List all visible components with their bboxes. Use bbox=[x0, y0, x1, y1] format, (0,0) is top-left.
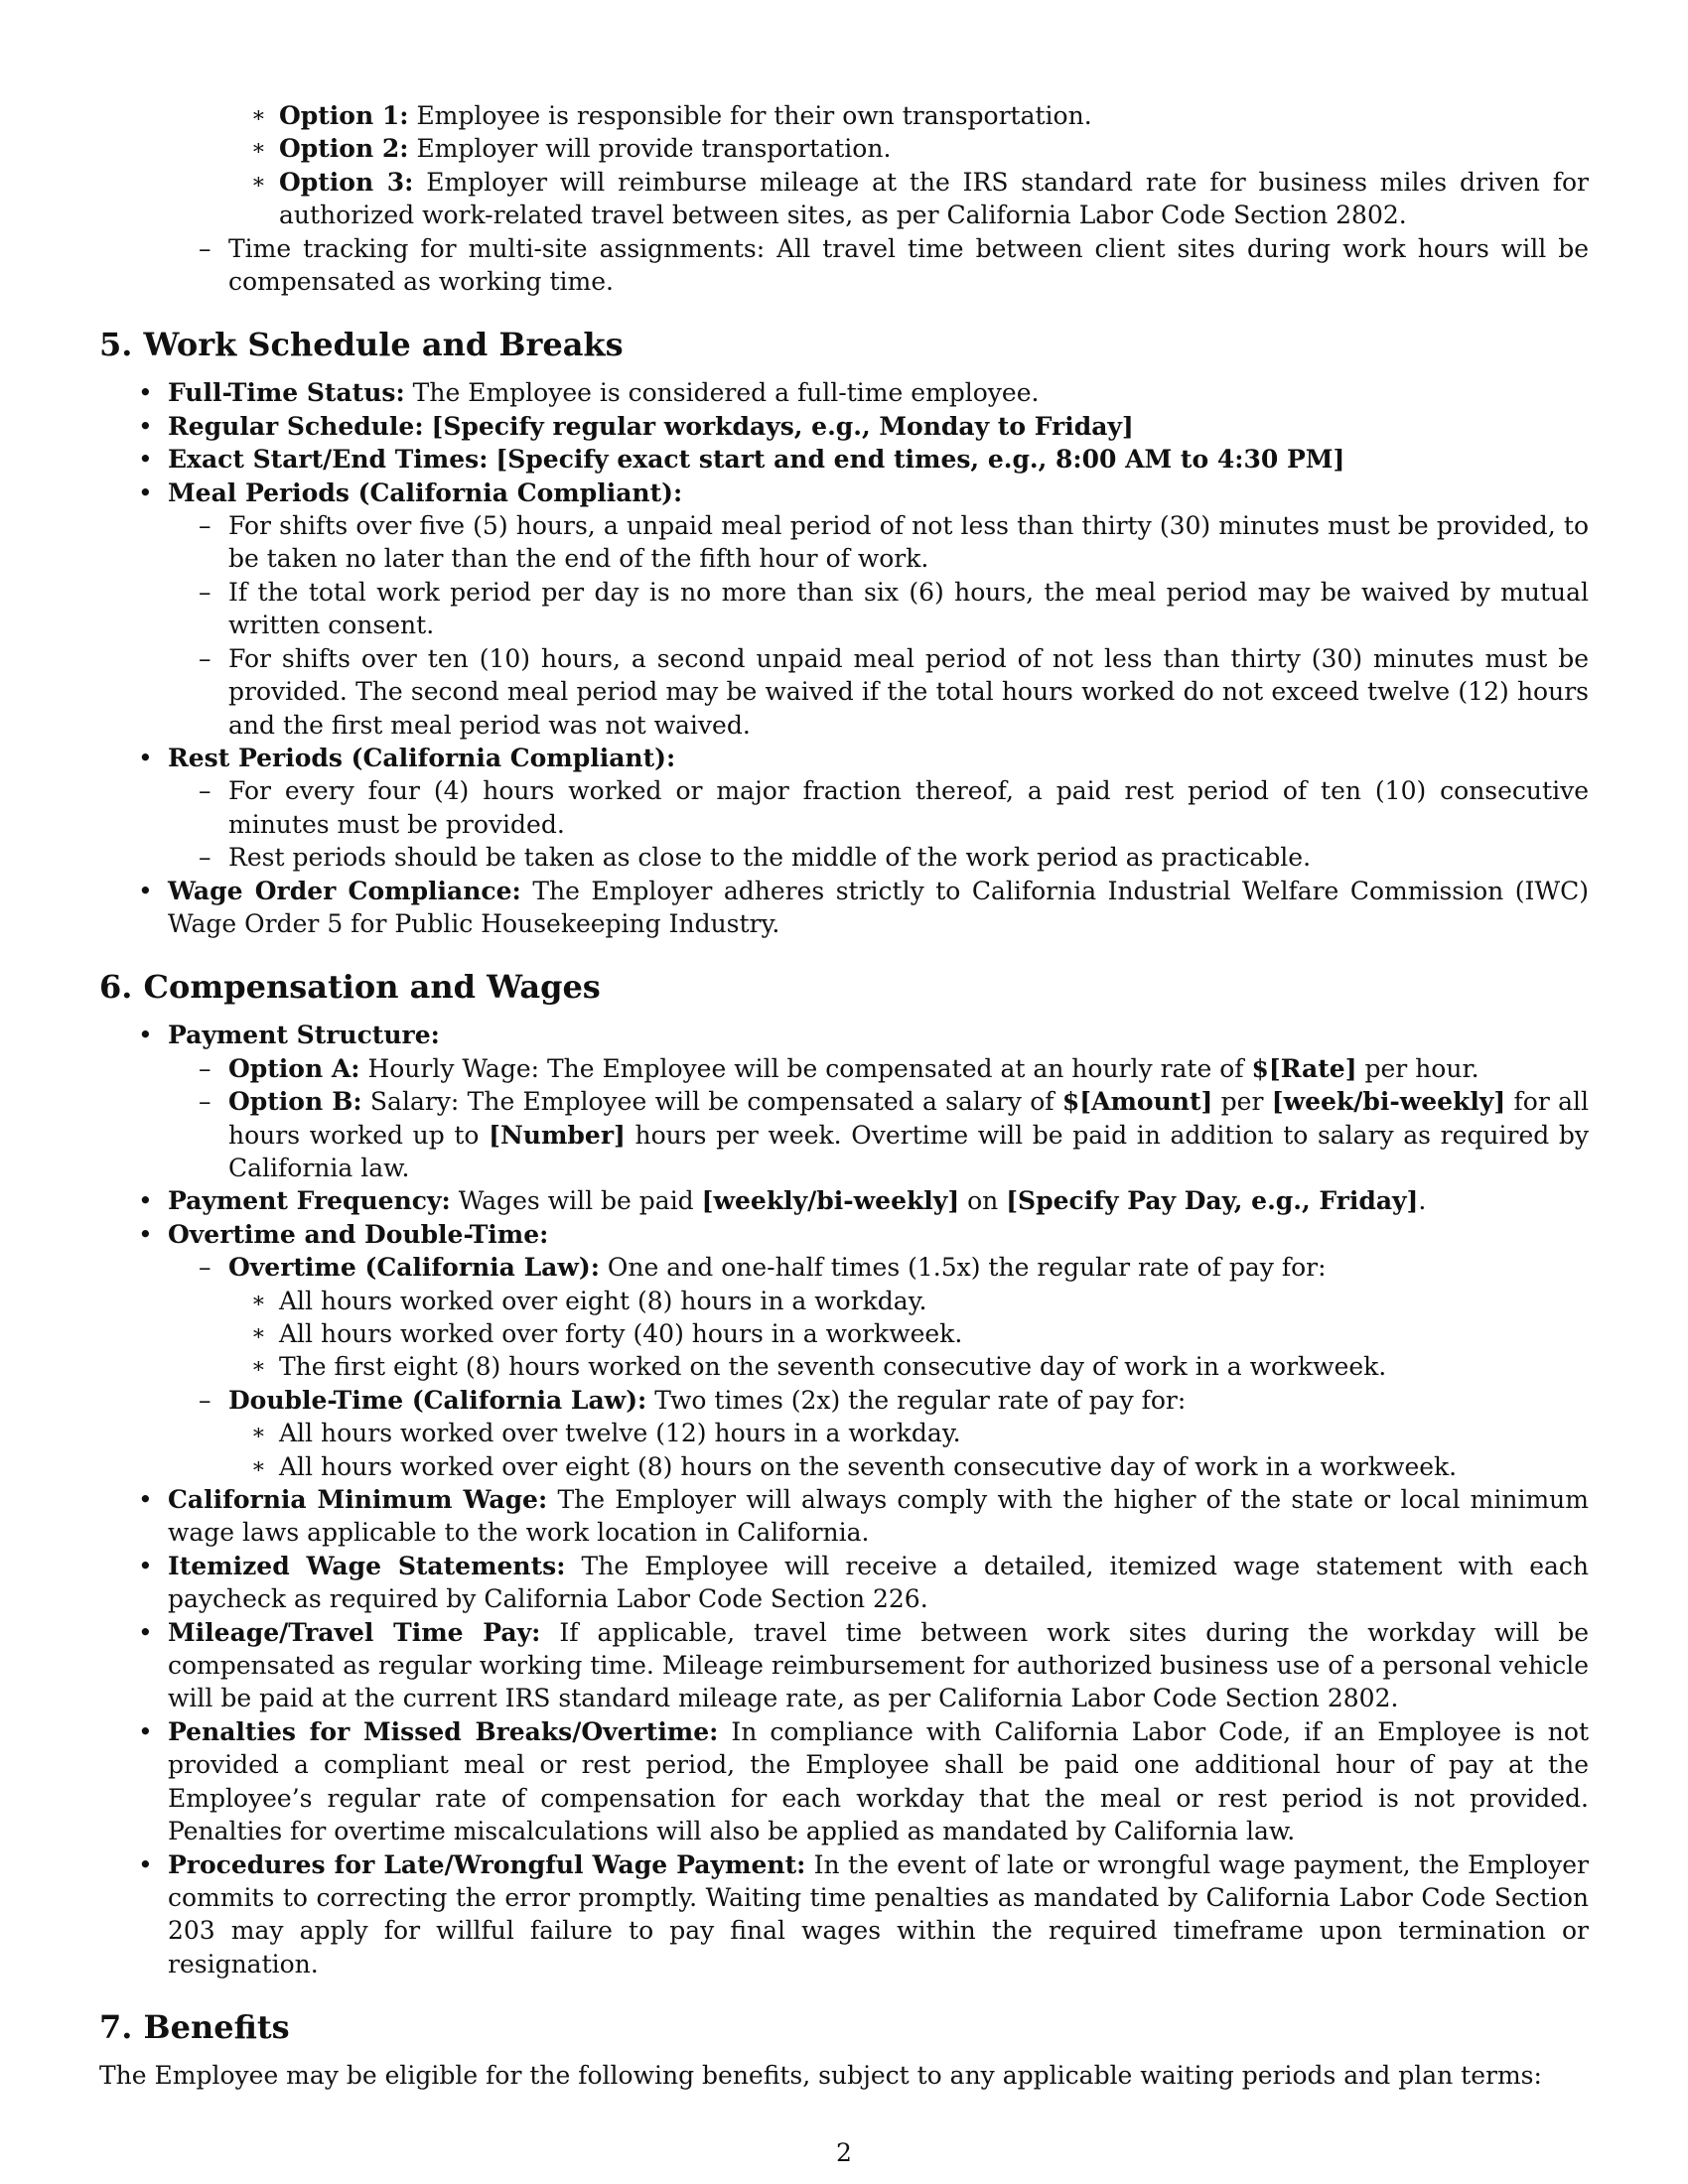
item-label: California Minimum Wage: bbox=[168, 1485, 548, 1515]
item-label: Payment Structure: bbox=[168, 1021, 440, 1050]
item-label: Penalties for Missed Breaks/Overtime: bbox=[168, 1716, 719, 1746]
bullet-marker: • bbox=[138, 1551, 153, 1580]
item-label: Mileage/Travel Time Pay: bbox=[168, 1617, 541, 1647]
item-label: Procedures for Late/Wrongful Wage Payment: bbox=[168, 1849, 806, 1879]
placeholder-value: [Number] bbox=[489, 1120, 626, 1150]
bullet-marker: • bbox=[138, 1485, 153, 1515]
bullet-marker: • bbox=[138, 1617, 153, 1647]
star-marker: ∗ bbox=[251, 136, 266, 162]
bullet-marker: • bbox=[138, 445, 153, 475]
list-item bbox=[99, 1317, 1589, 1350]
list-item bbox=[99, 1616, 1589, 1715]
bullet-marker: • bbox=[138, 478, 153, 507]
item-text: All hours worked over twelve (12) hours in a workday. bbox=[279, 1419, 961, 1448]
star-marker: ∗ bbox=[251, 1421, 266, 1446]
page-number: 2 bbox=[836, 2138, 852, 2167]
item-text: The first eight (8) hours worked on the seventh consecutive day of work in a workweek. bbox=[279, 1352, 1387, 1382]
item-text: The Employer adheres strictly to California Industrial Welfare Commission (IWC) Wage Order 5 for Public Housekeeping Industry. bbox=[168, 876, 1589, 938]
dash-marker: – bbox=[199, 511, 211, 541]
item-text: All hours worked over eight (8) hours in a workday. bbox=[279, 1286, 927, 1315]
item-label: Double-Time (California Law): bbox=[228, 1385, 647, 1415]
item-label: Option 1: bbox=[279, 101, 409, 130]
item-text: In the event of late or wrongful wage payment, the Employer commits to correcting the error promptly. Waiting time penalties as mandated by California Labor Code Section 203 may apply for willful failure to pay final wages within the required timeframe upon termination or resignation. bbox=[168, 1849, 1589, 1979]
item-text: All hours worked over forty (40) hours in a workweek. bbox=[279, 1319, 963, 1348]
item-text: The Employee is considered a full-time employee. bbox=[412, 378, 1040, 408]
list-item bbox=[99, 1848, 1589, 1981]
section-heading: 5. Work Schedule and Breaks bbox=[99, 326, 624, 364]
item-label: Full-Time Status: bbox=[168, 378, 405, 408]
item-text: For shifts over ten (10) hours, a second unpaid meal period of not less than thirty (30) minutes must be provided. The second meal period may be waived if the total hours worked do not exceed twelve (12) hours and the first meal period was not waived. bbox=[228, 643, 1589, 740]
list-item bbox=[99, 1450, 1589, 1483]
item-label: Payment Frequency: bbox=[168, 1186, 451, 1216]
star-marker: ∗ bbox=[251, 1288, 266, 1313]
dash-marker: – bbox=[199, 1385, 211, 1415]
item-label: Itemized Wage Statements: bbox=[168, 1551, 566, 1580]
list-item bbox=[99, 1019, 1589, 1051]
list-item bbox=[99, 841, 1589, 874]
bullet-marker: • bbox=[138, 1021, 153, 1050]
placeholder-value: [Specify regular workdays, e.g., Monday to Friday] bbox=[431, 411, 1134, 441]
dash-marker: – bbox=[199, 1053, 211, 1083]
star-marker: ∗ bbox=[251, 103, 266, 128]
star-marker: ∗ bbox=[251, 1321, 266, 1346]
item-label: Overtime and Double-Time: bbox=[168, 1219, 549, 1249]
list-item bbox=[99, 774, 1589, 841]
item-text: Two times (2x) the regular rate of pay for: bbox=[654, 1385, 1187, 1415]
item-text: The Employee will receive a detailed, itemized wage statement with each paycheck as required by California Labor Code Section 226. bbox=[168, 1551, 1590, 1614]
paragraph: The Employee may be eligible for the following benefits, subject to any applicable waiting periods and plan terms: bbox=[99, 2061, 1542, 2091]
list-item bbox=[99, 1218, 1589, 1251]
list-item bbox=[99, 99, 1589, 132]
list-item bbox=[99, 1085, 1589, 1184]
star-marker: ∗ bbox=[251, 1354, 266, 1380]
item-text: If applicable, travel time between work sites during the workday will be compensated as regular working time. Mileage reimbursement for authorized business use of a personal vehicle will be paid at the current IRS standard mileage rate, as per California Labor Code Section 2802. bbox=[168, 1617, 1590, 1713]
dash-marker: – bbox=[199, 1253, 211, 1283]
item-text: Rest periods should be taken as close to the middle of the work period as practicable. bbox=[228, 843, 1312, 873]
placeholder-value: [weekly/bi-weekly] bbox=[701, 1186, 960, 1216]
item-text: hours per week. Overtime will be paid in addition to salary as required by California law. bbox=[228, 1120, 1589, 1182]
bullet-marker: • bbox=[138, 411, 153, 441]
list-item bbox=[99, 1384, 1589, 1417]
item-label: Option B: bbox=[228, 1087, 362, 1117]
list-item bbox=[99, 875, 1589, 941]
item-label: Meal Periods (California Compliant): bbox=[168, 478, 683, 507]
dash-marker: – bbox=[199, 643, 211, 673]
list-item bbox=[99, 642, 1589, 742]
list-item bbox=[99, 443, 1589, 476]
bullet-marker: • bbox=[138, 876, 153, 905]
list-item bbox=[99, 1285, 1589, 1317]
bullet-marker: • bbox=[138, 1186, 153, 1216]
placeholder-value: $[Rate] bbox=[1251, 1053, 1357, 1083]
item-text: on bbox=[967, 1186, 999, 1216]
item-text: If the total work period per day is no more than six (6) hours, the meal period may be waived by mutual written consent. bbox=[228, 577, 1589, 640]
list-item bbox=[99, 1550, 1589, 1616]
item-text: Wages will be paid bbox=[458, 1186, 694, 1216]
item-label: Wage Order Compliance: bbox=[168, 876, 521, 905]
list-item bbox=[99, 1184, 1589, 1217]
placeholder-value: [Specify Pay Day, e.g., Friday] bbox=[1006, 1186, 1419, 1216]
item-text: Time tracking for multi-site assignments: All travel time between client sites during work hours will be compensated as working time. bbox=[228, 233, 1589, 297]
item-text: Salary: The Employee will be compensated a salary of bbox=[369, 1087, 1055, 1117]
placeholder-value: [week/bi-weekly] bbox=[1271, 1087, 1506, 1117]
list-item bbox=[99, 1052, 1589, 1085]
dash-marker: – bbox=[199, 577, 211, 607]
item-text: Hourly Wage: The Employee will be compensated at an hourly rate of bbox=[367, 1053, 1244, 1083]
item-label: Rest Periods (California Compliant): bbox=[168, 743, 676, 772]
list-item bbox=[99, 1350, 1589, 1383]
item-text: Employee is responsible for their own transportation. bbox=[416, 101, 1092, 130]
list-item bbox=[99, 1483, 1589, 1550]
document-page bbox=[99, 99, 1589, 2093]
item-text: Employer will reimburse mileage at the IRS standard rate for business miles driven for authorized work-related travel between sites, as per California Labor Code Section 2802. bbox=[279, 167, 1589, 230]
bullet-marker: • bbox=[138, 743, 153, 772]
placeholder-value: $[Amount] bbox=[1061, 1087, 1213, 1117]
section-heading: 6. Compensation and Wages bbox=[99, 968, 601, 1007]
list-item bbox=[99, 376, 1589, 409]
item-text: For shifts over five (5) hours, a unpaid meal period of not less than thirty (30) minutes must be provided, to be taken no later than the end of the fifth hour of work. bbox=[228, 511, 1589, 574]
item-label: Option 2: bbox=[279, 134, 409, 164]
dash-marker: – bbox=[199, 233, 211, 263]
item-label: Option 3: bbox=[279, 167, 414, 197]
list-item bbox=[99, 410, 1589, 443]
bullet-marker: • bbox=[138, 1219, 153, 1249]
item-text: In compliance with California Labor Code, if an Employee is not provided a compliant meal or rest period, the Employee shall be paid one additional hour of pay at the Employee’s regular rate of compensation for each workday that the meal or rest period is not provided. Penalties for overtime miscalculations will also be applied as mandated by California law. bbox=[168, 1716, 1589, 1846]
list-item bbox=[99, 1417, 1589, 1449]
item-text: per hour. bbox=[1364, 1053, 1479, 1083]
list-item bbox=[99, 166, 1589, 232]
bullet-marker: • bbox=[138, 1716, 153, 1746]
dash-marker: – bbox=[199, 1087, 211, 1117]
list-item bbox=[99, 1251, 1589, 1284]
list-item bbox=[99, 1715, 1589, 1848]
item-label: Overtime (California Law): bbox=[228, 1253, 600, 1283]
item-text: One and one-half times (1.5x) the regular rate of pay for: bbox=[607, 1253, 1327, 1283]
item-text: . bbox=[1418, 1186, 1427, 1216]
list-item bbox=[99, 477, 1589, 509]
item-text: for all hours worked up to bbox=[228, 1087, 1590, 1150]
bullet-marker: • bbox=[138, 1849, 153, 1879]
star-marker: ∗ bbox=[251, 1453, 266, 1479]
list-item bbox=[99, 576, 1589, 642]
item-label: Regular Schedule: bbox=[168, 411, 424, 441]
dash-marker: – bbox=[199, 776, 211, 806]
list-item bbox=[99, 742, 1589, 774]
item-text: The Employer will always comply with the higher of the state or local minimum wage laws applicable to the work location in California. bbox=[168, 1485, 1589, 1548]
item-text: per bbox=[1220, 1087, 1264, 1117]
item-label: Option A: bbox=[228, 1053, 360, 1083]
star-marker: ∗ bbox=[251, 169, 266, 195]
list-item bbox=[99, 132, 1589, 165]
item-text: For every four (4) hours worked or major fraction thereof, a paid rest period of ten (10) consecutive minutes must be provided. bbox=[228, 776, 1589, 839]
item-label: Exact Start/End Times: bbox=[168, 445, 489, 475]
section-heading: 7. Benefits bbox=[99, 2008, 290, 2047]
item-text: All hours worked over eight (8) hours on the seventh consecutive day of work in a workweek. bbox=[279, 1451, 1458, 1481]
item-text: Employer will provide transportation. bbox=[416, 134, 892, 164]
list-item bbox=[99, 509, 1589, 576]
list-item bbox=[99, 232, 1589, 299]
bullet-marker: • bbox=[138, 378, 153, 408]
placeholder-value: [Specify exact start and end times, e.g., 8:00 AM to 4:30 PM] bbox=[495, 445, 1345, 475]
dash-marker: – bbox=[199, 843, 211, 873]
